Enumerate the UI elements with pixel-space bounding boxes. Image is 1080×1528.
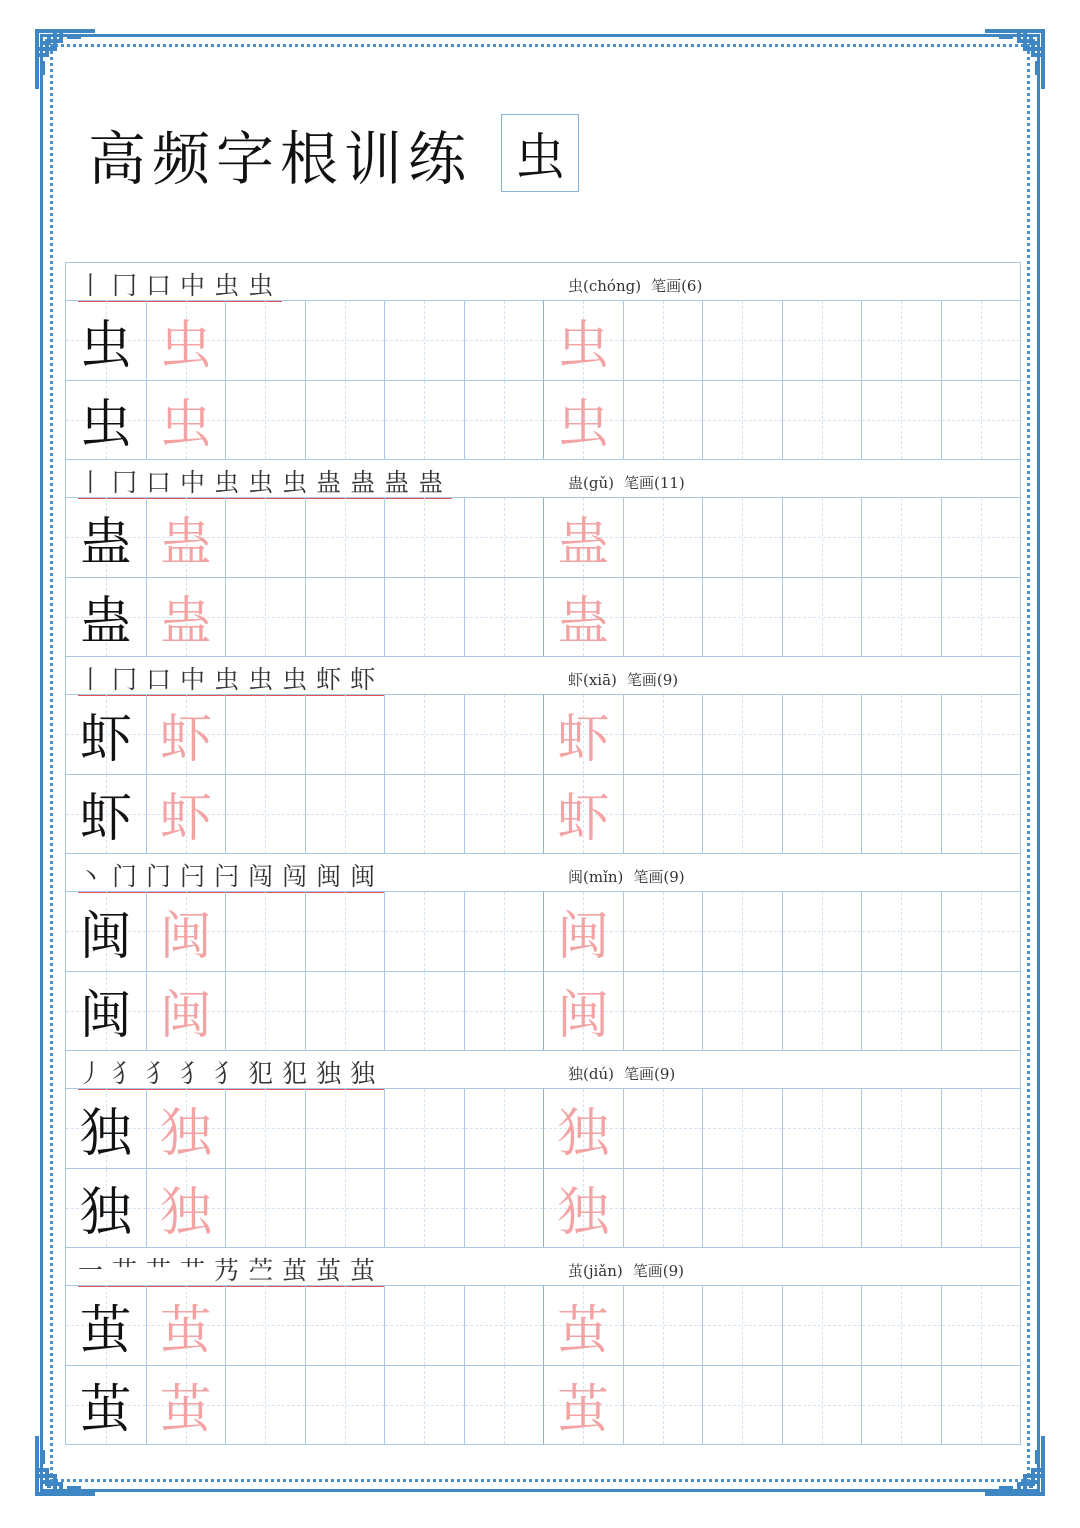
practice-row <box>66 1088 1020 1168</box>
stroke-order-row <box>66 262 1020 300</box>
character-block <box>66 853 1020 1050</box>
trace-character: 虾 <box>557 709 610 770</box>
stroke-step: 茧 <box>316 1256 351 1285</box>
practice-cell[interactable] <box>384 1168 464 1248</box>
practice-cell[interactable] <box>464 300 544 380</box>
practice-cell[interactable] <box>702 380 782 460</box>
practice-cell[interactable] <box>66 774 146 854</box>
practice-cell[interactable] <box>623 1168 703 1248</box>
practice-cell[interactable] <box>623 1088 703 1168</box>
practice-cell[interactable] <box>543 1365 623 1445</box>
practice-cell[interactable] <box>464 774 544 854</box>
trace-character: 闽 <box>159 986 212 1047</box>
practice-cell[interactable] <box>146 1088 226 1168</box>
stroke-step: 独 <box>316 1059 351 1088</box>
stroke-step: 中 <box>180 665 215 694</box>
stroke-step: 犯 <box>248 1059 283 1088</box>
practice-cell[interactable] <box>941 1168 1021 1248</box>
practice-cell[interactable] <box>782 1168 862 1248</box>
stroke-step: 虫 <box>214 271 249 300</box>
practice-cell[interactable] <box>66 1088 146 1168</box>
corner-ornament-icon <box>981 27 1047 93</box>
stroke-info <box>568 669 678 690</box>
practice-cell[interactable] <box>464 1285 544 1365</box>
practice-cell[interactable] <box>941 1285 1021 1365</box>
practice-cell[interactable] <box>543 577 623 657</box>
practice-cell[interactable] <box>543 694 623 774</box>
page-title: 高频字根训练 <box>88 125 473 193</box>
stroke-step: 虫 <box>282 468 317 497</box>
stroke-step: 丿 <box>78 1059 113 1088</box>
stroke-step: 一 <box>78 1256 113 1285</box>
stroke-info <box>568 1063 675 1084</box>
model-character: 虫 <box>79 315 132 376</box>
stroke-order-row <box>66 459 1020 497</box>
model-character: 茧 <box>79 1380 132 1441</box>
practice-cell[interactable] <box>305 774 385 854</box>
practice-cell[interactable] <box>543 380 623 460</box>
practice-cell[interactable] <box>146 1285 226 1365</box>
practice-cell[interactable] <box>861 891 941 971</box>
practice-cell[interactable] <box>623 1365 703 1445</box>
stroke-step: 闯 <box>282 862 317 891</box>
practice-cell[interactable] <box>146 694 226 774</box>
stroke-step: 虫 <box>248 665 283 694</box>
stroke-step: 闩 <box>180 862 215 891</box>
stroke-step: 闽 <box>316 862 351 891</box>
practice-cell[interactable] <box>384 497 464 577</box>
practice-cell[interactable] <box>66 380 146 460</box>
practice-cell[interactable] <box>225 1285 305 1365</box>
practice-row <box>66 577 1020 657</box>
stroke-step: 口 <box>146 271 181 300</box>
stroke-step: 茧 <box>282 1256 317 1285</box>
trace-character: 茧 <box>159 1380 212 1441</box>
practice-row <box>66 497 1020 577</box>
stroke-info <box>568 1260 684 1281</box>
trace-character: 虫 <box>159 315 212 376</box>
practice-cell[interactable] <box>384 380 464 460</box>
practice-cell[interactable] <box>543 1168 623 1248</box>
stroke-step: 犭 <box>180 1059 215 1088</box>
practice-cell[interactable] <box>623 1285 703 1365</box>
stroke-step: 犭 <box>146 1059 181 1088</box>
practice-cell[interactable] <box>225 971 305 1051</box>
model-character: 独 <box>79 1183 132 1244</box>
practice-cell[interactable] <box>941 497 1021 577</box>
practice-cell[interactable] <box>543 891 623 971</box>
stroke-sequence <box>78 857 384 893</box>
practice-row <box>66 1285 1020 1365</box>
stroke-step: 闽 <box>350 862 385 891</box>
practice-cell[interactable] <box>225 300 305 380</box>
practice-cell[interactable] <box>464 694 544 774</box>
practice-row <box>66 300 1020 380</box>
practice-cell[interactable] <box>941 1088 1021 1168</box>
stroke-sequence <box>78 463 452 499</box>
practice-cell[interactable] <box>464 1088 544 1168</box>
practice-cell[interactable] <box>941 577 1021 657</box>
practice-cell[interactable] <box>66 1365 146 1445</box>
practice-cell[interactable] <box>702 1088 782 1168</box>
practice-cell[interactable] <box>702 774 782 854</box>
practice-cell[interactable] <box>782 971 862 1051</box>
practice-cell[interactable] <box>464 577 544 657</box>
practice-row <box>66 971 1020 1051</box>
trace-character: 独 <box>159 1183 212 1244</box>
stroke-step: 丨 <box>78 271 113 300</box>
model-character: 闽 <box>79 986 132 1047</box>
stroke-step: 中 <box>180 271 215 300</box>
practice-cell[interactable] <box>384 774 464 854</box>
practice-cell[interactable] <box>384 577 464 657</box>
character-block <box>66 1247 1020 1444</box>
trace-character: 闽 <box>557 906 610 967</box>
practice-cell[interactable] <box>782 497 862 577</box>
stroke-count-label: 笔画(9) <box>632 1262 685 1280</box>
practice-cell[interactable] <box>941 1365 1021 1445</box>
pinyin-label: 茧(jiǎn) <box>568 1262 623 1280</box>
practice-cell[interactable] <box>66 300 146 380</box>
practice-cell[interactable] <box>464 971 544 1051</box>
stroke-step: 独 <box>350 1059 385 1088</box>
stroke-step: 冂 <box>112 468 147 497</box>
character-block <box>66 1050 1020 1247</box>
pinyin-label: 虫(chóng) <box>568 277 642 295</box>
stroke-step: 虫 <box>248 468 283 497</box>
stroke-info <box>568 472 685 493</box>
pinyin-label: 闽(mǐn) <box>568 868 624 886</box>
practice-cell[interactable] <box>861 971 941 1051</box>
model-character: 茧 <box>79 1300 132 1361</box>
practice-cell[interactable] <box>305 1365 385 1445</box>
practice-cell[interactable] <box>384 891 464 971</box>
stroke-step: 门 <box>146 862 181 891</box>
stroke-order-row <box>66 656 1020 694</box>
practice-cell[interactable] <box>941 300 1021 380</box>
practice-cell[interactable] <box>543 1285 623 1365</box>
stroke-step: 冂 <box>112 665 147 694</box>
model-character: 虾 <box>79 709 132 770</box>
model-character: 蛊 <box>79 592 132 653</box>
model-character: 独 <box>79 1103 132 1164</box>
stroke-step: 犭 <box>214 1059 249 1088</box>
practice-cell[interactable] <box>464 1365 544 1445</box>
model-character: 虾 <box>79 789 132 850</box>
practice-cell[interactable] <box>305 1168 385 1248</box>
practice-cell[interactable] <box>225 891 305 971</box>
stroke-step: 虫 <box>248 271 283 300</box>
practice-cell[interactable] <box>305 577 385 657</box>
trace-character: 独 <box>159 1103 212 1164</box>
pinyin-label: 虾(xiā) <box>568 671 617 689</box>
practice-cell[interactable] <box>225 1088 305 1168</box>
trace-character: 虫 <box>557 395 610 456</box>
trace-character: 独 <box>557 1103 610 1164</box>
practice-cell[interactable] <box>225 774 305 854</box>
practice-cell[interactable] <box>861 577 941 657</box>
practice-cell[interactable] <box>384 694 464 774</box>
practice-cell[interactable] <box>702 1285 782 1365</box>
practice-cell[interactable] <box>305 694 385 774</box>
stroke-step: 艹 <box>180 1256 215 1285</box>
practice-cell[interactable] <box>941 694 1021 774</box>
practice-cell[interactable] <box>146 300 226 380</box>
stroke-step: 虫 <box>214 468 249 497</box>
stroke-step: 丨 <box>78 468 113 497</box>
trace-character: 闽 <box>557 986 610 1047</box>
stroke-sequence <box>78 1054 384 1090</box>
stroke-step: 蛊 <box>384 468 419 497</box>
stroke-step: 虾 <box>316 665 351 694</box>
stroke-step: 蛊 <box>350 468 385 497</box>
practice-row <box>66 694 1020 774</box>
practice-grid <box>65 262 1021 1445</box>
trace-character: 虾 <box>159 789 212 850</box>
practice-cell[interactable] <box>623 774 703 854</box>
practice-cell[interactable] <box>66 497 146 577</box>
stroke-order-row <box>66 1050 1020 1088</box>
practice-cell[interactable] <box>782 694 862 774</box>
practice-cell[interactable] <box>941 891 1021 971</box>
practice-cell[interactable] <box>861 497 941 577</box>
practice-cell[interactable] <box>861 380 941 460</box>
stroke-step: 茧 <box>350 1256 385 1285</box>
practice-cell[interactable] <box>66 694 146 774</box>
practice-cell[interactable] <box>66 971 146 1051</box>
stroke-info <box>568 275 702 296</box>
practice-cell[interactable] <box>384 1365 464 1445</box>
practice-cell[interactable] <box>384 971 464 1051</box>
stroke-sequence <box>78 266 282 302</box>
trace-character: 虫 <box>557 315 610 376</box>
practice-cell[interactable] <box>782 300 862 380</box>
practice-cell[interactable] <box>225 577 305 657</box>
practice-cell[interactable] <box>861 774 941 854</box>
trace-character: 独 <box>557 1183 610 1244</box>
trace-character: 茧 <box>557 1300 610 1361</box>
model-character: 闽 <box>79 906 132 967</box>
practice-cell[interactable] <box>702 300 782 380</box>
stroke-step: 中 <box>180 468 215 497</box>
stroke-step: 犯 <box>282 1059 317 1088</box>
practice-row <box>66 1365 1020 1445</box>
trace-character: 蛊 <box>159 592 212 653</box>
practice-cell[interactable] <box>702 497 782 577</box>
practice-cell[interactable] <box>861 694 941 774</box>
practice-cell[interactable] <box>782 774 862 854</box>
practice-cell[interactable] <box>384 1088 464 1168</box>
practice-cell[interactable] <box>305 1285 385 1365</box>
practice-cell[interactable] <box>782 1285 862 1365</box>
trace-character: 蛊 <box>557 592 610 653</box>
stroke-step: 闯 <box>248 862 283 891</box>
practice-cell[interactable] <box>702 891 782 971</box>
practice-cell[interactable] <box>305 1088 385 1168</box>
practice-row <box>66 380 1020 460</box>
practice-cell[interactable] <box>702 694 782 774</box>
practice-cell[interactable] <box>941 774 1021 854</box>
stroke-step: 口 <box>146 665 181 694</box>
practice-row <box>66 1168 1020 1248</box>
stroke-count-label: 笔画(6) <box>651 277 703 295</box>
trace-character: 虫 <box>159 395 212 456</box>
practice-cell[interactable] <box>702 1168 782 1248</box>
practice-cell[interactable] <box>702 1365 782 1445</box>
stroke-order-row <box>66 853 1020 891</box>
practice-cell[interactable] <box>543 1088 623 1168</box>
character-block <box>66 656 1020 853</box>
stroke-step: 艹 <box>112 1256 147 1285</box>
practice-cell[interactable] <box>623 891 703 971</box>
trace-character: 茧 <box>159 1300 212 1361</box>
practice-cell[interactable] <box>623 380 703 460</box>
stroke-step: 门 <box>112 862 147 891</box>
stroke-step: 蛊 <box>418 468 453 497</box>
practice-cell[interactable] <box>861 1088 941 1168</box>
practice-cell[interactable] <box>623 577 703 657</box>
practice-cell[interactable] <box>702 971 782 1051</box>
practice-cell[interactable] <box>782 1365 862 1445</box>
practice-cell[interactable] <box>305 497 385 577</box>
practice-cell[interactable] <box>146 577 226 657</box>
practice-cell[interactable] <box>146 380 226 460</box>
practice-cell[interactable] <box>146 1168 226 1248</box>
practice-cell[interactable] <box>861 1365 941 1445</box>
stroke-info <box>568 866 685 887</box>
stroke-sequence <box>78 660 384 696</box>
model-character: 蛊 <box>79 512 132 573</box>
practice-cell[interactable] <box>225 1168 305 1248</box>
stroke-step: 虫 <box>282 665 317 694</box>
trace-character: 虾 <box>159 709 212 770</box>
trace-character: 虾 <box>557 789 610 850</box>
stroke-step: 口 <box>146 468 181 497</box>
practice-cell[interactable] <box>861 1168 941 1248</box>
practice-cell[interactable] <box>782 891 862 971</box>
stroke-step: 蛊 <box>316 468 351 497</box>
practice-cell[interactable] <box>782 577 862 657</box>
practice-cell[interactable] <box>941 971 1021 1051</box>
stroke-count-label: 笔画(9) <box>623 1065 676 1083</box>
stroke-count-label: 笔画(11) <box>623 474 685 492</box>
practice-cell[interactable] <box>66 1168 146 1248</box>
practice-cell[interactable] <box>225 694 305 774</box>
practice-cell[interactable] <box>225 1365 305 1445</box>
practice-cell[interactable] <box>543 971 623 1051</box>
practice-cell[interactable] <box>225 497 305 577</box>
practice-cell[interactable] <box>782 1088 862 1168</box>
practice-cell[interactable] <box>623 694 703 774</box>
stroke-step: 虫 <box>214 665 249 694</box>
practice-cell[interactable] <box>623 300 703 380</box>
stroke-sequence <box>78 1251 384 1287</box>
practice-cell[interactable] <box>305 971 385 1051</box>
practice-cell[interactable] <box>146 971 226 1051</box>
trace-character: 蛊 <box>557 512 610 573</box>
practice-cell[interactable] <box>464 380 544 460</box>
practice-cell[interactable] <box>66 1285 146 1365</box>
practice-cell[interactable] <box>384 300 464 380</box>
stroke-step: 丨 <box>78 665 113 694</box>
character-block <box>66 262 1020 459</box>
pinyin-label: 蛊(gǔ) <box>568 474 614 492</box>
practice-cell[interactable] <box>941 380 1021 460</box>
stroke-step: 艿 <box>214 1256 249 1285</box>
practice-cell[interactable] <box>543 300 623 380</box>
practice-cell[interactable] <box>702 577 782 657</box>
practice-cell[interactable] <box>861 300 941 380</box>
practice-cell[interactable] <box>384 1285 464 1365</box>
practice-cell[interactable] <box>464 1168 544 1248</box>
trace-character: 蛊 <box>159 512 212 573</box>
practice-cell[interactable] <box>146 1365 226 1445</box>
practice-cell[interactable] <box>146 891 226 971</box>
practice-cell[interactable] <box>623 971 703 1051</box>
practice-cell[interactable] <box>146 774 226 854</box>
stroke-order-row <box>66 1247 1020 1285</box>
stroke-step: 犭 <box>112 1059 147 1088</box>
stroke-step: 虾 <box>350 665 385 694</box>
trace-character: 茧 <box>557 1380 610 1441</box>
practice-cell[interactable] <box>146 497 226 577</box>
practice-cell[interactable] <box>305 300 385 380</box>
model-character: 虫 <box>79 395 132 456</box>
stroke-count-label: 笔画(9) <box>626 671 679 689</box>
practice-cell[interactable] <box>305 380 385 460</box>
corner-ornament-icon <box>33 27 99 93</box>
practice-cell[interactable] <box>782 380 862 460</box>
practice-row <box>66 774 1020 854</box>
character-block <box>66 459 1020 656</box>
practice-cell[interactable] <box>464 497 544 577</box>
practice-cell[interactable] <box>543 774 623 854</box>
title-radical-box: 虫 <box>501 114 579 192</box>
stroke-step: 艹 <box>146 1256 181 1285</box>
practice-cell[interactable] <box>464 891 544 971</box>
trace-character: 闽 <box>159 906 212 967</box>
practice-cell[interactable] <box>543 497 623 577</box>
practice-row <box>66 891 1020 971</box>
stroke-step: 丶 <box>78 862 113 891</box>
practice-cell[interactable] <box>623 497 703 577</box>
stroke-step: 苎 <box>248 1256 283 1285</box>
practice-cell[interactable] <box>305 891 385 971</box>
stroke-step: 冂 <box>112 271 147 300</box>
stroke-count-label: 笔画(9) <box>633 868 685 886</box>
pinyin-label: 独(dú) <box>568 1065 614 1083</box>
practice-cell[interactable] <box>861 1285 941 1365</box>
stroke-step: 闩 <box>214 862 249 891</box>
practice-cell[interactable] <box>66 891 146 971</box>
practice-cell[interactable] <box>66 577 146 657</box>
practice-cell[interactable] <box>225 380 305 460</box>
